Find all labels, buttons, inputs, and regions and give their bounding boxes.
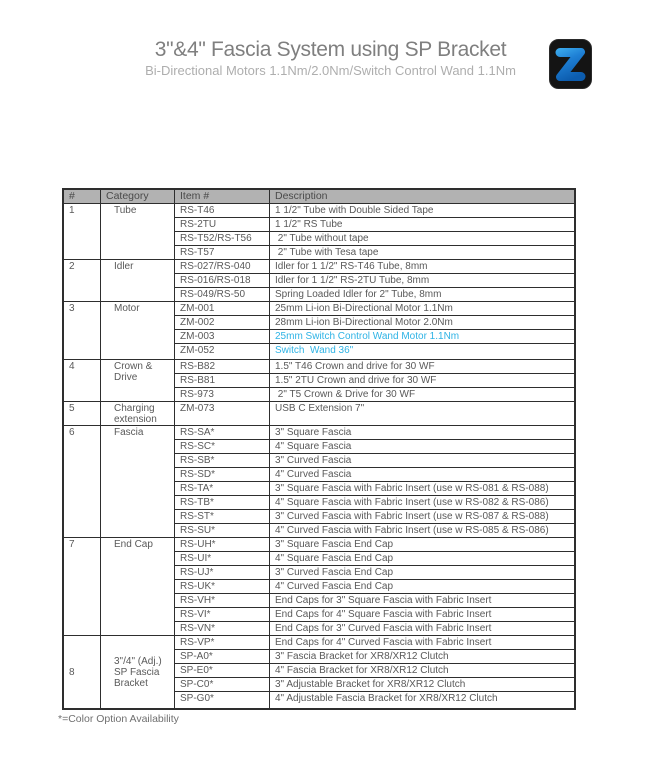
- item-description: 1.5" T46 Crown and drive for 30 WF: [270, 360, 576, 374]
- group-category: 3"/4" (Adj.) SP Fascia Bracket: [101, 636, 175, 709]
- item-number: RS-TB*: [175, 496, 270, 510]
- item-number: ZM-052: [175, 344, 270, 360]
- table-row: [63, 402, 575, 426]
- table-row: [63, 360, 575, 374]
- item-description: 3" Curved Fascia: [270, 454, 576, 468]
- item-number: RS-SC*: [175, 440, 270, 454]
- column-header-item: Item #: [175, 189, 270, 204]
- group-number: 6: [63, 426, 101, 538]
- item-description: 2" Tube without tape: [270, 232, 576, 246]
- item-number: ZM-001: [175, 302, 270, 316]
- item-number: RS-SD*: [175, 468, 270, 482]
- item-number: RS-016/RS-018: [175, 274, 270, 288]
- item-description: 4" Adjustable Fascia Bracket for XR8/XR12 Clutch: [270, 692, 576, 709]
- item-description: Idler for 1 1/2" RS-T46 Tube, 8mm: [270, 260, 576, 274]
- item-number: RS-SA*: [175, 426, 270, 440]
- item-description: 28mm Li-ion Bi-Directional Motor 2.0Nm: [270, 316, 576, 330]
- item-number: RS-T46: [175, 204, 270, 218]
- item-number: RS-B82: [175, 360, 270, 374]
- item-number: RS-VN*: [175, 622, 270, 636]
- table-row: [63, 260, 575, 274]
- item-description: 4" Curved Fascia End Cap: [270, 580, 576, 594]
- item-description: 3" Adjustable Bracket for XR8/XR12 Clutch: [270, 678, 576, 692]
- item-number: RS-027/RS-040: [175, 260, 270, 274]
- item-description: 3" Square Fascia: [270, 426, 576, 440]
- item-number: SP-A0*: [175, 650, 270, 664]
- item-number: SP-C0*: [175, 678, 270, 692]
- item-description: End Caps for 4" Curved Fascia with Fabric Insert: [270, 636, 576, 650]
- column-header-num: #: [63, 189, 101, 204]
- parts-table: [62, 188, 576, 710]
- group-category: Tube: [101, 204, 175, 260]
- item-description: 2" Tube with Tesa tape: [270, 246, 576, 260]
- parts-table-section: [58, 188, 565, 725]
- item-number: RS-ST*: [175, 510, 270, 524]
- group-category: Idler: [101, 260, 175, 302]
- item-description: Spring Loaded Idler for 2" Tube, 8mm: [270, 288, 576, 302]
- item-description: USB C Extension 7": [270, 402, 576, 426]
- item-description: 3" Curved Fascia End Cap: [270, 566, 576, 580]
- table-row: [63, 204, 575, 218]
- group-category: Fascia: [101, 426, 175, 538]
- item-description: Idler for 1 1/2" RS-2TU Tube, 8mm: [270, 274, 576, 288]
- item-description: 3" Square Fascia with Fabric Insert (use w RS-081 & RS-088): [270, 482, 576, 496]
- item-number: RS-SB*: [175, 454, 270, 468]
- item-description: 2" T5 Crown & Drive for 30 WF: [270, 388, 576, 402]
- header-row: [63, 189, 575, 204]
- table-row: [63, 302, 575, 316]
- page-subtitle: Bi-Directional Motors 1.1Nm/2.0Nm/Switch Control Wand 1.1Nm: [145, 63, 516, 78]
- group-category: Charging extension: [101, 402, 175, 426]
- item-description: End Caps for 4" Square Fascia with Fabric Insert: [270, 608, 576, 622]
- item-description: 3" Square Fascia End Cap: [270, 538, 576, 552]
- item-description: End Caps for 3" Square Fascia with Fabric Insert: [270, 594, 576, 608]
- item-description: End Caps for 3" Curved Fascia with Fabric Insert: [270, 622, 576, 636]
- group-number: 4: [63, 360, 101, 402]
- item-description: 4" Fascia Bracket for XR8/XR12 Clutch: [270, 664, 576, 678]
- group-category: End Cap: [101, 538, 175, 636]
- group-number: 5: [63, 402, 101, 426]
- item-description: 3" Fascia Bracket for XR8/XR12 Clutch: [270, 650, 576, 664]
- item-description: 1 1/2" RS Tube: [270, 218, 576, 232]
- item-number: RS-TA*: [175, 482, 270, 496]
- item-number: RS-T52/RS-T56: [175, 232, 270, 246]
- item-number: RS-973: [175, 388, 270, 402]
- item-number: RS-UJ*: [175, 566, 270, 580]
- item-number: ZM-002: [175, 316, 270, 330]
- item-number: RS-T57: [175, 246, 270, 260]
- item-number: RS-B81: [175, 374, 270, 388]
- item-number: RS-VP*: [175, 636, 270, 650]
- item-description: 4" Square Fascia with Fabric Insert (use w RS-082 & RS-086): [270, 496, 576, 510]
- group-number: 1: [63, 204, 101, 260]
- item-description: 25mm Switch Control Wand Motor 1.1Nm: [270, 330, 576, 344]
- column-header-desc: Description: [270, 189, 576, 204]
- item-description: 4" Curved Fascia with Fabric Insert (use w RS-085 & RS-086): [270, 524, 576, 538]
- page-title: 3"&4" Fascia System using SP Bracket: [154, 38, 507, 61]
- item-number: RS-UK*: [175, 580, 270, 594]
- group-number: 3: [63, 302, 101, 360]
- color-option-footnote: *=Color Option Availability: [58, 712, 179, 725]
- group-category: Motor: [101, 302, 175, 360]
- item-number: RS-VH*: [175, 594, 270, 608]
- item-description: 1 1/2" Tube with Double Sided Tape: [270, 204, 576, 218]
- parts-table-body: [63, 204, 575, 709]
- item-description: 1.5" 2TU Crown and drive for 30 WF: [270, 374, 576, 388]
- column-header-category: Category: [101, 189, 175, 204]
- item-number: RS-049/RS-50: [175, 288, 270, 302]
- item-number: RS-2TU: [175, 218, 270, 232]
- item-number: ZM-003: [175, 330, 270, 344]
- item-description: 4" Square Fascia End Cap: [270, 552, 576, 566]
- group-number: 7: [63, 538, 101, 636]
- item-number: SP-G0*: [175, 692, 270, 709]
- item-description: 25mm Li-ion Bi-Directional Motor 1.1Nm: [270, 302, 576, 316]
- group-category: Crown & Drive: [101, 360, 175, 402]
- item-description: 4" Curved Fascia: [270, 468, 576, 482]
- table-row: [63, 636, 575, 650]
- item-description: 4" Square Fascia: [270, 440, 576, 454]
- item-number: SP-E0*: [175, 664, 270, 678]
- item-number: RS-VI*: [175, 608, 270, 622]
- z-brand-logo-icon: [549, 39, 592, 89]
- item-description: Switch Wand 36": [270, 344, 576, 360]
- item-number: RS-UI*: [175, 552, 270, 566]
- group-number: 2: [63, 260, 101, 302]
- item-number: RS-SU*: [175, 524, 270, 538]
- item-number: RS-UH*: [175, 538, 270, 552]
- item-description: 3" Curved Fascia with Fabric Insert (use w RS-087 & RS-088): [270, 510, 576, 524]
- item-number: ZM-073: [175, 402, 270, 426]
- group-number: 8: [63, 636, 101, 709]
- table-row: [63, 538, 575, 552]
- table-row: [63, 426, 575, 440]
- parts-table-header: [63, 189, 575, 204]
